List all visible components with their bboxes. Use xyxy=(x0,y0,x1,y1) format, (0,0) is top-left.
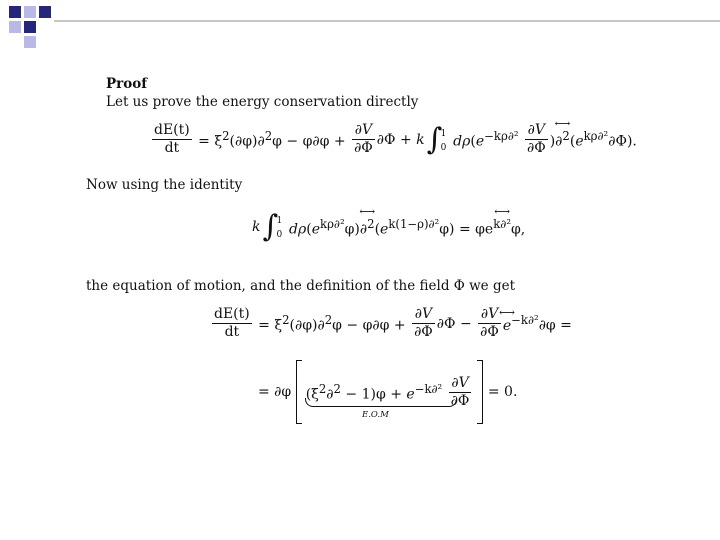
corner-decoration xyxy=(0,0,720,50)
equation-identity: k ∫ 1 0 $d\rho(e^{k\rho\partial^2}\varphi)⟷$ $\partial^2(e^{k(1-\rho)\partial^2}\varphi)$ = φe⟷ $^{k\partial^2}$φ, xyxy=(252,212,525,242)
proof-title: Proof xyxy=(106,76,148,92)
eom-label: E.O.M xyxy=(362,410,389,420)
equation-result-line1: $\frac{dE(t)}{dt}$ = $\xi^2(\partial\varphi)\partial^2\varphi - \varphi\partial\varphi$ + $\frac{\partial V}{\partial\Phi}$ ∂Φ − $\frac{\partial V}{\partial\Phi}$ ⟷ $e^{-k\partial^2}\partial\varphi$ = xyxy=(210,306,572,341)
eom-brace xyxy=(305,398,457,407)
equation-energy-derivative: $\frac{dE(t)}{dt}$ = $\xi^2(\partial\varphi)\partial^2\varphi - \varphi\partial\varphi$ + $\frac{\partial V}{\partial\Phi}$ ∂Φ + k ∫ 1 0 $d\rho(e^{-k\rho\partial^2}$ $\frac{\partial V}{\partial\Phi}$ )⟷ $\partial^2(e^{k\rho\partial^2}\partial\Phi)$. xyxy=(150,122,637,157)
identity-intro: Now using the identity xyxy=(86,177,243,193)
equation-result-line2: = ∂φ $(\xi^2\partial^2 - 1)\varphi + e^{-k\partial^2}$ $\frac{\partial V}{\partial\Phi}$ = 0. xyxy=(258,360,517,424)
eom-intro: the equation of motion, and the definition of the field Φ we get xyxy=(86,278,516,294)
proof-intro: Let us prove the energy conservation directly xyxy=(106,94,419,110)
